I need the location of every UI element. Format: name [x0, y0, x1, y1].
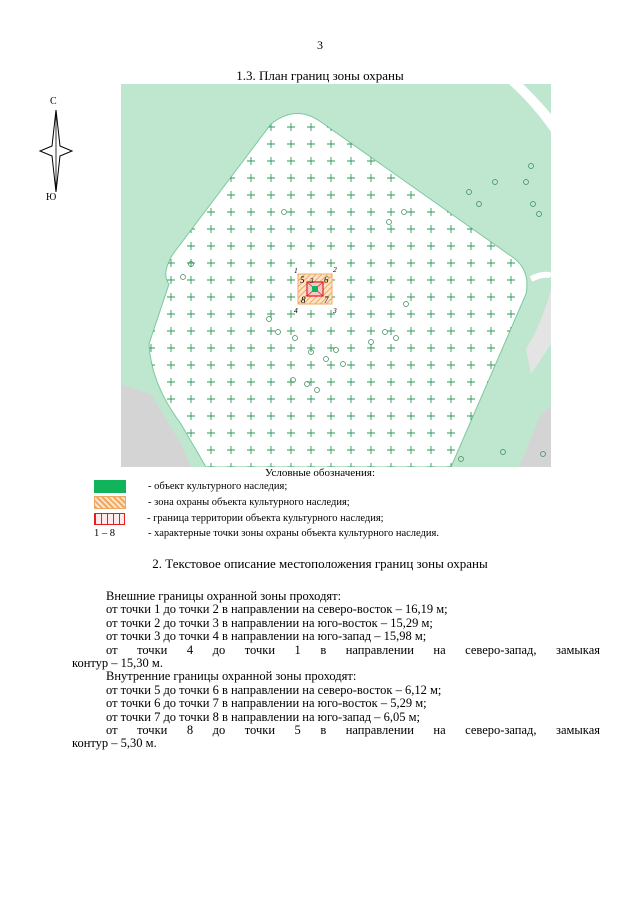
- inner-line-3: от точки 7 до точки 8 в направлении на юго-запад – 6,05 м;: [106, 709, 420, 724]
- legend-swatch-boundary: [94, 513, 125, 525]
- section2-title: 2. Текстовое описание местоположения границ зоны охраны: [152, 556, 488, 571]
- legend-item-zone: - зона охраны объекта культурного наследия;: [94, 495, 350, 510]
- legend-item-boundary: - граница территории объекта культурного наследия;: [94, 511, 384, 526]
- zone-plan-map: [121, 84, 551, 467]
- description-text: [72, 590, 600, 751]
- inner-line-4a: от точки 8 до точки 5 в направлении на северо-запад, замыкая: [106, 723, 600, 738]
- legend-swatch-zone: [94, 496, 126, 509]
- point-label-3-inner: 3: [310, 277, 314, 285]
- outer-line-1: от точки 1 до точки 2 в направлении на северо-восток – 16,19 м;: [106, 602, 448, 617]
- page-number: 3: [317, 38, 323, 52]
- point-label-5: 5: [300, 275, 305, 285]
- inner-heading: Внутренние границы охранной зоны проходят:: [106, 669, 357, 684]
- point-label-6: 6: [324, 275, 329, 285]
- compass-arrow-icon: [38, 110, 74, 192]
- point-label-4: 4: [294, 306, 298, 315]
- outer-line-3: от точки 3 до точки 4 в направлении на юго-запад – 15,98 м;: [106, 629, 427, 644]
- legend-title: Условные обозначения:: [264, 467, 376, 479]
- legend-symbol-points: 1 – 8: [94, 528, 115, 539]
- point-label-7: 7: [324, 295, 329, 305]
- outer-line-4a: от точки 4 до точки 1 в направлении на северо-запад, замыкая: [106, 642, 600, 657]
- compass-south-label: Ю: [46, 192, 57, 203]
- outer-heading: Внешние границы охранной зоны проходят:: [106, 589, 342, 603]
- point-label-2: 2: [333, 265, 337, 274]
- outer-line-4b: контур – 15,30 м.: [72, 656, 163, 671]
- outer-line-2: от точки 2 до точки 3 в направлении на юго-восток – 15,29 м;: [106, 615, 433, 630]
- point-label-8: 8: [301, 295, 306, 305]
- legend-item-object: - объект культурного наследия;: [94, 479, 287, 494]
- inner-line-4b: контур – 5,30 м.: [72, 736, 157, 751]
- inner-line-1: от точки 5 до точки 6 в направлении на северо-восток – 6,12 м;: [106, 682, 442, 697]
- legend-item-points: 1 – 8 - характерные точки зоны охраны объекта культурного наследия.: [94, 528, 439, 539]
- point-label-1: 1: [294, 266, 298, 275]
- point-label-3: 3: [333, 306, 337, 315]
- inner-line-2: от точки 6 до точки 7 в направлении на юго-восток – 5,29 м;: [106, 696, 427, 711]
- compass-north-label: С: [50, 96, 57, 107]
- legend-swatch-object: [94, 480, 126, 493]
- section-title: 1.3. План границ зоны охраны: [236, 68, 404, 83]
